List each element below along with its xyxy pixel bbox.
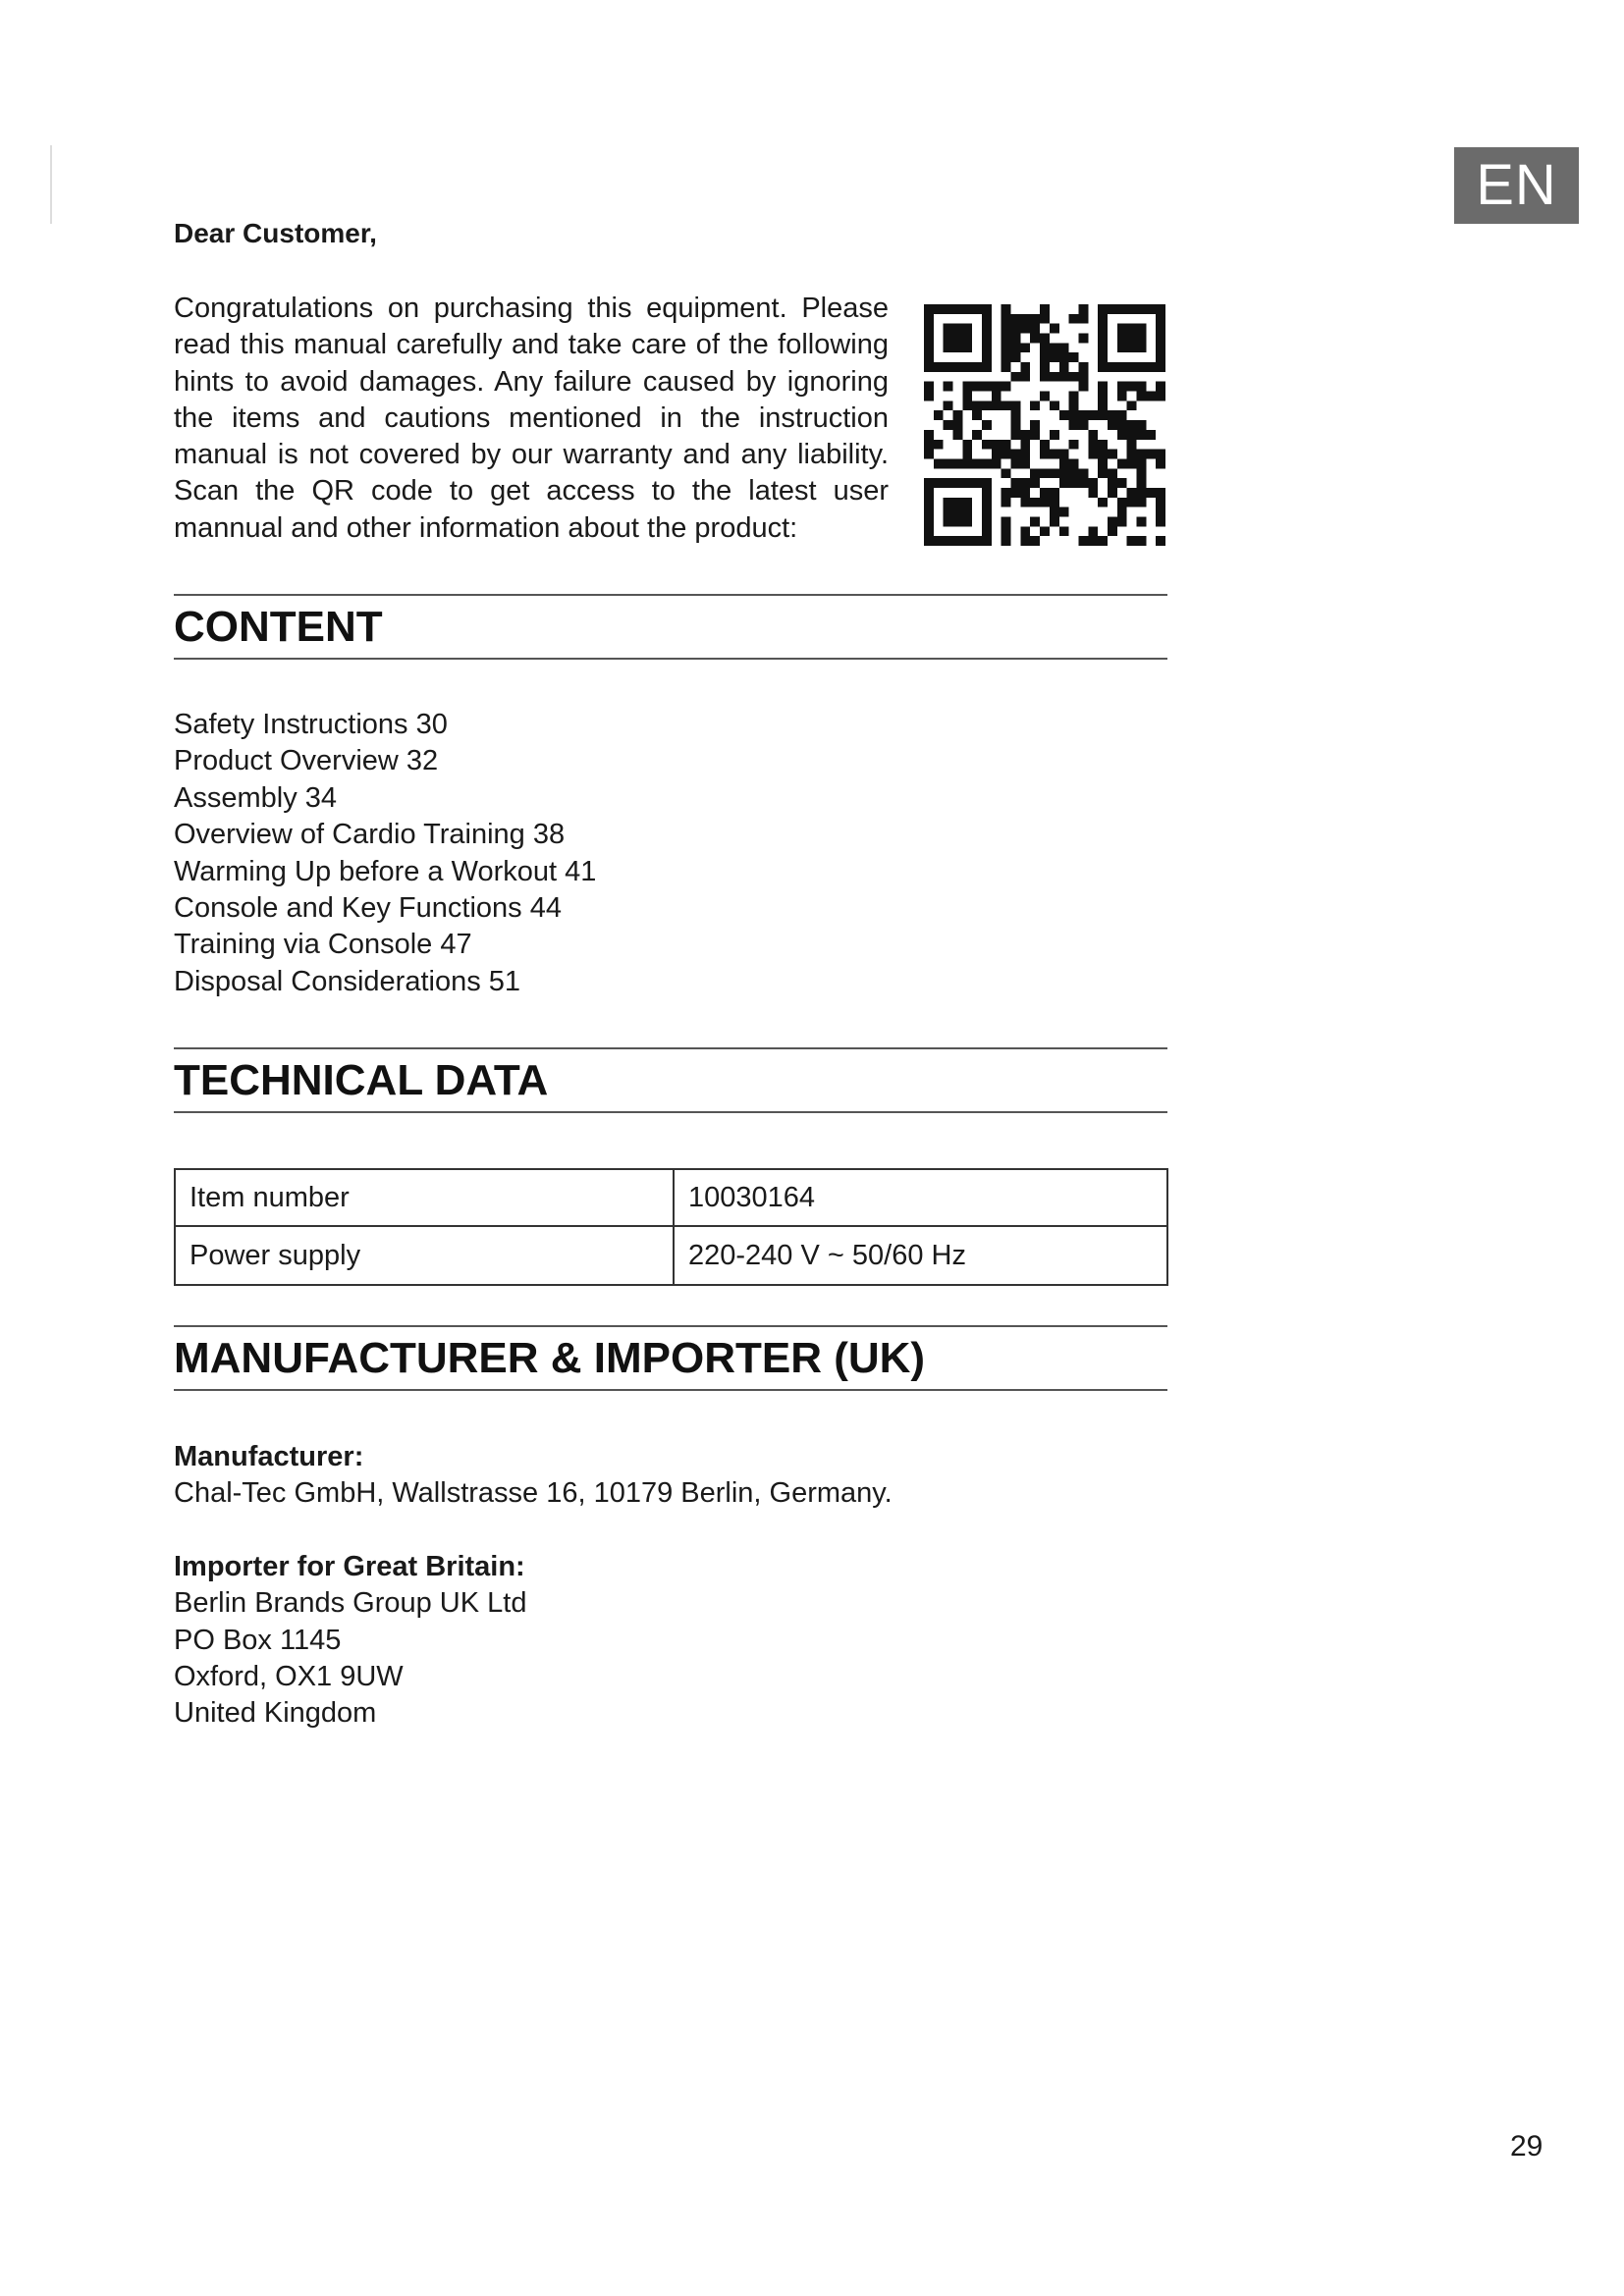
- toc-item: Product Overview 32: [174, 745, 439, 777]
- manufacturer-label: Manufacturer:: [174, 1441, 364, 1472]
- toc-item: Console and Key Functions 44: [174, 892, 562, 925]
- language-badge: EN: [1454, 147, 1579, 224]
- technical-data-table: [174, 1168, 1168, 1286]
- toc-item: Assembly 34: [174, 781, 338, 814]
- importer-address-line: PO Box 1145: [174, 1624, 342, 1656]
- manufacturer-address: Chal-Tec GmbH, Wallstrasse 16, 10179 Berlin, Germany.: [174, 1477, 893, 1510]
- table-cell-value: 220-240 V ~ 50/60 Hz: [674, 1226, 1167, 1285]
- margin-rule: [50, 145, 52, 224]
- manufacturer-section-header: [174, 1325, 1167, 1391]
- toc-item: Training via Console 47: [174, 929, 472, 961]
- table-cell-label: Power supply: [175, 1226, 674, 1285]
- importer-address-line: United Kingdom: [174, 1697, 377, 1730]
- manufacturer-info: [174, 1439, 893, 1733]
- table-row: [175, 1226, 1167, 1285]
- table-cell-label: Item number: [175, 1169, 674, 1226]
- table-cell-value: 10030164: [674, 1169, 1167, 1226]
- table-of-contents: [174, 707, 596, 1000]
- toc-item: Disposal Considerations 51: [174, 965, 521, 997]
- importer-address-line: Oxford, OX1 9UW: [174, 1661, 404, 1693]
- page-number: 29: [1510, 2130, 1543, 2163]
- table-row: [175, 1169, 1167, 1226]
- manufacturer-heading: MANUFACTURER & IMPORTER (UK): [174, 1334, 926, 1382]
- toc-item: Overview of Cardio Training 38: [174, 819, 566, 851]
- content-heading: CONTENT: [174, 603, 383, 651]
- toc-item: Safety Instructions 30: [174, 709, 448, 740]
- toc-item: Warming Up before a Workout 41: [174, 855, 597, 887]
- content-section-header: [174, 594, 1167, 660]
- importer-label: Importer for Great Britain:: [174, 1550, 525, 1582]
- technical-data-heading: TECHNICAL DATA: [174, 1056, 549, 1104]
- intro-paragraph: Congratulations on purchasing this equipment. Please read this manual carefully and take care of the following hints to avoid damages. Any failure caused by ignoring the items and cautions mentioned in the instruction manual is not covered by our warranty and any liability. Scan the QR code to get access to the latest user mannual and other information about the product:: [174, 293, 889, 544]
- greeting: Dear Customer,: [174, 218, 377, 248]
- technical-data-section-header: [174, 1047, 1167, 1113]
- qr-code-icon[interactable]: [924, 304, 1165, 546]
- importer-address-line: Berlin Brands Group UK Ltd: [174, 1587, 527, 1620]
